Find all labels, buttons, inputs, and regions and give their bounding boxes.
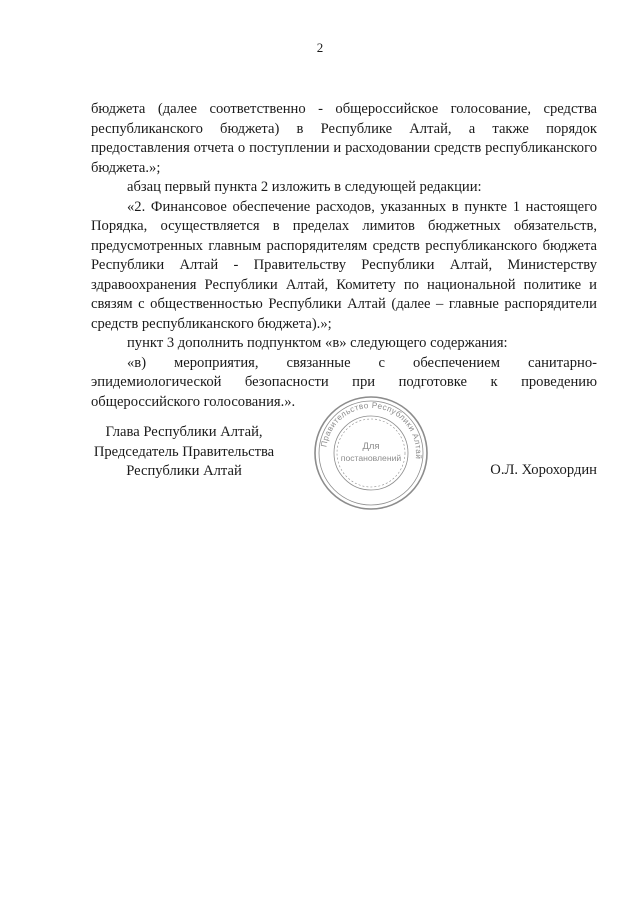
page-number: 2 [316,40,324,55]
paragraph-5: «в) мероприятия, связанные с обеспечением санитарно-эпидемиологической безопасности при подготовке к проведению общероссийского голосования.». [91,354,597,410]
paragraph-2: абзац первый пункта 2 изложить в следующей редакции: [127,179,482,195]
signatory-title-line-2: Председатель Правительства [93,443,275,460]
signatory-name: О.Л. Хорохордин [490,462,597,478]
paragraph-3: «2. Финансовое обеспечение расходов, указанных в пункте 1 настоящего Порядка, осуществляется в пределах лимитов бюджетных обязательств, предусмотренных главным распорядителям средств республиканского бюджета Республики Алтай - Правительству Республики Алтай, Министерству здравоохранения Республики Алтай, Комитету по национальной политике и связям с общественностью Республики Алтай (далее – главные распорядители средств республиканского бюджета).»; [91,198,597,332]
paragraph-1: бюджета (далее соответственно - общероссийское голосование, средства республиканского бюджета) в Республике Алтай, а также порядок предоставления отчета о поступлении и расходовании средств республиканского бюджета.»; [91,101,597,176]
signatory-title [84,423,284,482]
signatory-title-line-1: Глава Республики Алтай, [105,424,263,440]
stamp-ring-text: Правительство Республики Алтай [319,400,424,460]
signatory-title-line-3: Республики Алтай [126,463,242,479]
stamp-center-line-2: постановлений [340,453,402,463]
document-body [91,100,597,412]
stamp-center-line-1: Для [362,441,380,452]
official-seal-stamp [312,394,430,512]
paragraph-4: пункт 3 дополнить подпунктом «в» следующего содержания: [127,335,508,351]
